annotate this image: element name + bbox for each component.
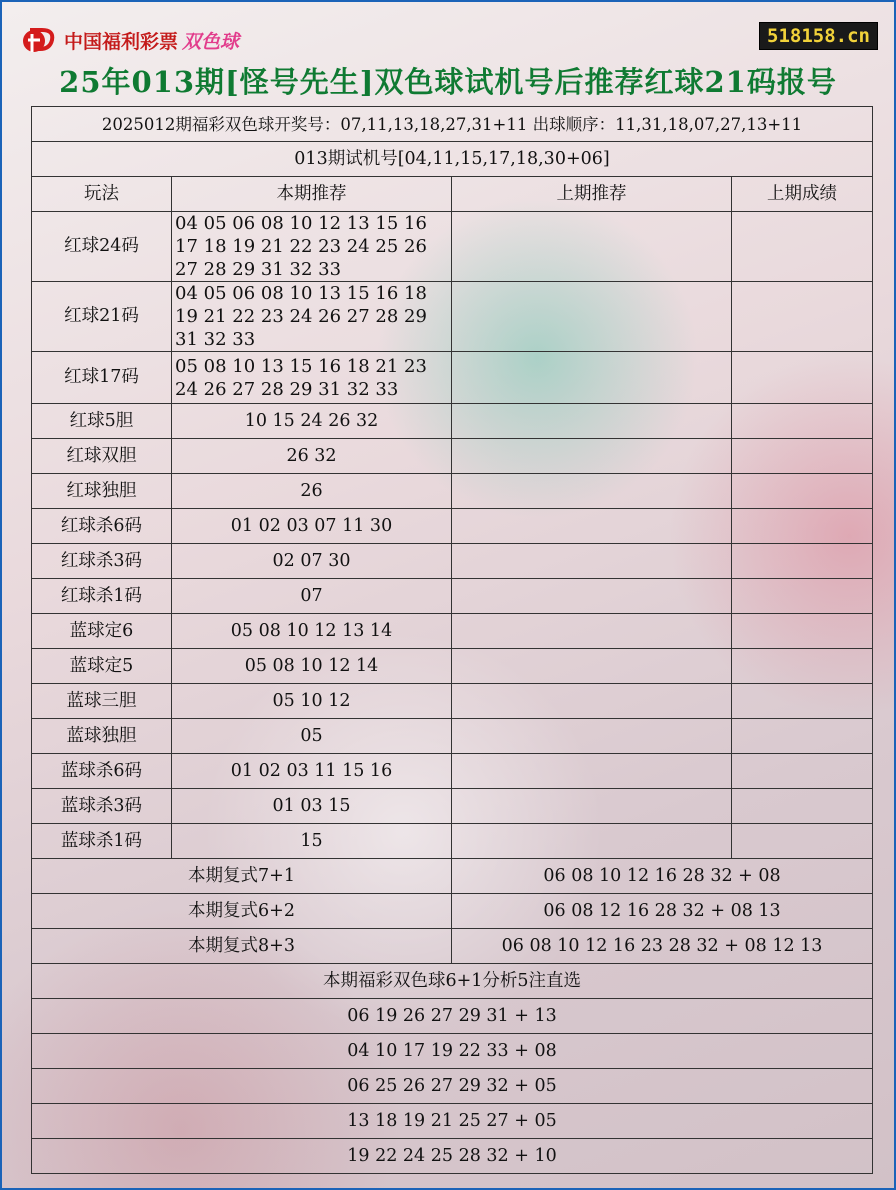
compound-label: 本期复式8+3	[32, 929, 452, 964]
pick-row: 06 19 26 27 29 31 + 13	[32, 999, 873, 1034]
compound-label: 本期复式7+1	[32, 859, 452, 894]
trial-numbers: 013期试机号[04,11,15,17,18,30+06]	[32, 142, 873, 177]
row-previous	[452, 404, 732, 439]
row-result	[732, 789, 873, 824]
row-result	[732, 509, 873, 544]
row-play: 蓝球杀6码	[32, 754, 172, 789]
header-result: 上期成绩	[732, 177, 873, 212]
row-previous	[452, 824, 732, 859]
row-result	[732, 282, 873, 352]
row-result	[732, 404, 873, 439]
row-result	[732, 439, 873, 474]
pick-row: 19 22 24 25 28 32 + 10	[32, 1139, 873, 1174]
row-current: 05 08 10 13 15 16 18 21 23 24 26 27 28 29 31 32 33	[172, 352, 452, 404]
row-previous	[452, 684, 732, 719]
row-previous	[452, 509, 732, 544]
row-result	[732, 684, 873, 719]
lottery-logo	[20, 24, 239, 56]
row-play: 红球杀1码	[32, 579, 172, 614]
row-result	[732, 579, 873, 614]
row-current: 02 07 30	[172, 544, 452, 579]
row-current: 01 02 03 07 11 30	[172, 509, 452, 544]
row-previous	[452, 474, 732, 509]
welfare-lottery-logo-icon	[20, 24, 60, 56]
pick-row: 13 18 19 21 25 27 + 05	[32, 1104, 873, 1139]
row-play: 红球5胆	[32, 404, 172, 439]
row-previous	[452, 649, 732, 684]
row-play: 红球独胆	[32, 474, 172, 509]
site-badge: 518158.cn	[759, 22, 878, 50]
header-previous: 上期推荐	[452, 177, 732, 212]
row-current: 26 32	[172, 439, 452, 474]
row-current: 26	[172, 474, 452, 509]
row-current: 07	[172, 579, 452, 614]
row-result	[732, 719, 873, 754]
row-result	[732, 474, 873, 509]
row-previous	[452, 719, 732, 754]
row-play: 蓝球定5	[32, 649, 172, 684]
row-play: 红球杀3码	[32, 544, 172, 579]
row-current: 05 10 12	[172, 684, 452, 719]
compound-value: 06 08 12 16 28 32 + 08 13	[452, 894, 873, 929]
row-previous	[452, 352, 732, 404]
compound-value: 06 08 10 12 16 23 28 32 + 08 12 13	[452, 929, 873, 964]
logo-subtitle: 双色球	[182, 31, 240, 53]
row-current: 04 05 06 08 10 12 13 15 16 17 18 19 21 22 23 24 25 26 27 28 29 31 32 33	[172, 212, 452, 282]
logo-text: 中国福利彩票	[64, 31, 179, 53]
row-current: 05	[172, 719, 452, 754]
row-result	[732, 544, 873, 579]
compound-label: 本期复式6+2	[32, 894, 452, 929]
page-title: 25年013期[怪号先生]双色球试机号后推荐红球21码报号	[59, 65, 837, 99]
row-result	[732, 649, 873, 684]
row-play: 蓝球杀3码	[32, 789, 172, 824]
pick-row: 04 10 17 19 22 33 + 08	[32, 1034, 873, 1069]
analysis-title: 本期福彩双色球6+1分析5注直选	[32, 964, 873, 999]
recommendation-table	[31, 106, 873, 1174]
row-result	[732, 824, 873, 859]
row-play: 红球24码	[32, 212, 172, 282]
pick-row: 06 25 26 27 29 32 + 05	[32, 1069, 873, 1104]
header-play: 玩法	[32, 177, 172, 212]
draw-info: 2025012期福彩双色球开奖号：07,11,13,18,27,31+11 出球顺序：11,31,18,07,27,13+11	[32, 107, 873, 142]
row-current: 04 05 06 08 10 13 15 16 18 19 21 22 23 24 26 27 28 29 31 32 33	[172, 282, 452, 352]
row-result	[732, 352, 873, 404]
row-current: 01 03 15	[172, 789, 452, 824]
compound-value: 06 08 10 12 16 28 32 + 08	[452, 859, 873, 894]
row-current: 10 15 24 26 32	[172, 404, 452, 439]
row-play: 红球17码	[32, 352, 172, 404]
row-current: 05 08 10 12 13 14	[172, 614, 452, 649]
row-previous	[452, 614, 732, 649]
row-play: 红球双胆	[32, 439, 172, 474]
row-play: 红球杀6码	[32, 509, 172, 544]
row-play: 蓝球三胆	[32, 684, 172, 719]
row-previous	[452, 754, 732, 789]
row-previous	[452, 789, 732, 824]
row-result	[732, 614, 873, 649]
header-current: 本期推荐	[172, 177, 452, 212]
row-current: 15	[172, 824, 452, 859]
row-result	[732, 754, 873, 789]
row-play: 红球21码	[32, 282, 172, 352]
row-play: 蓝球杀1码	[32, 824, 172, 859]
row-previous	[452, 212, 732, 282]
row-previous	[452, 439, 732, 474]
row-result	[732, 212, 873, 282]
row-previous	[452, 544, 732, 579]
row-previous	[452, 579, 732, 614]
row-previous	[452, 282, 732, 352]
row-current: 01 02 03 11 15 16	[172, 754, 452, 789]
row-play: 蓝球独胆	[32, 719, 172, 754]
row-play: 蓝球定6	[32, 614, 172, 649]
row-current: 05 08 10 12 14	[172, 649, 452, 684]
